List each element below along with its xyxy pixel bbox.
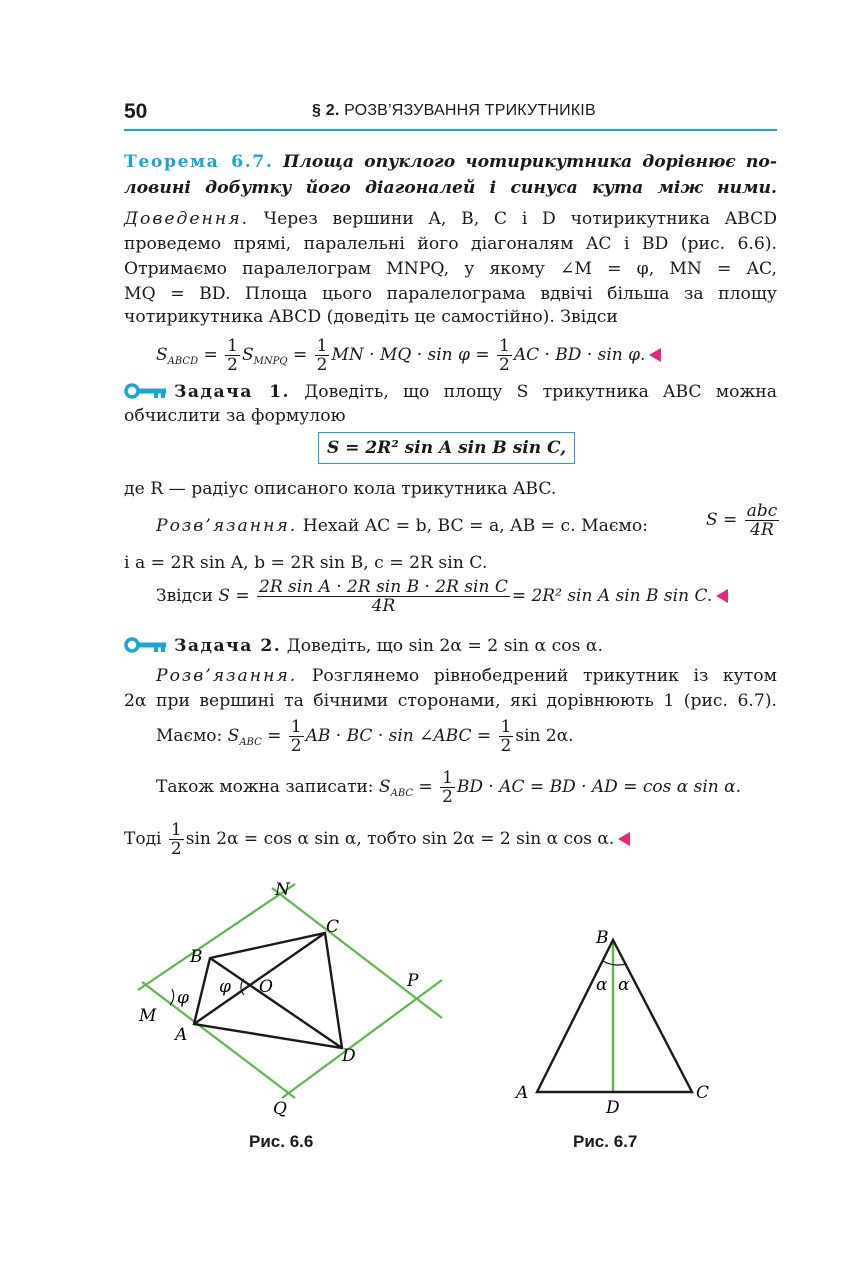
task1-line-1: [124, 380, 777, 404]
proof-line-1: [124, 207, 777, 231]
theorem-line-2: [124, 176, 777, 200]
label-q: Q: [273, 1099, 287, 1119]
label-b: B: [596, 928, 609, 948]
end-of-proof-triangle-icon: [618, 832, 630, 846]
figure-6-7: [510, 925, 720, 1120]
task2-solution-line-2: 2α при вершині та бічними сторонами, які дорівнюють 1 (рис. 6.7).: [124, 691, 777, 711]
label-c: C: [326, 917, 340, 937]
label-a: A: [175, 1025, 188, 1045]
task1-solution-label: Розв’язання.: [156, 516, 298, 536]
formula-eq: =: [203, 345, 218, 365]
label-c: C: [696, 1083, 710, 1103]
label-p: P: [407, 971, 419, 991]
section-title: [312, 102, 596, 120]
task1-abc-fraction: S = $\frac{\text{abc}}{4R}$: [706, 501, 778, 540]
key-icon: [124, 637, 168, 653]
fraction-half: $\frac{1}{2}$: [227, 336, 238, 375]
formula-s-sub: ABCD: [167, 356, 199, 367]
fraction-half-3: $\frac{1}{2}$: [498, 336, 510, 375]
task2-solution-label: Розв’язання.: [156, 666, 298, 686]
task2-sol-text-1: Розглянемо рівнобедрений трикутник із кутом: [311, 666, 777, 686]
theorem-text-1: Площа опуклого чотирикутника дорівнює по-: [283, 152, 777, 172]
formula-s2: S: [241, 345, 254, 365]
label-o: O: [259, 977, 273, 997]
formula-s2-sub: MNPQ: [253, 356, 288, 367]
label-phi-o: φ: [219, 977, 231, 997]
task2-label: Задача 2.: [174, 636, 282, 656]
task1-line-3: де R — радіус описаного кола трикутника ABC.: [124, 479, 557, 499]
label-d: D: [606, 1098, 620, 1118]
label-b: B: [190, 947, 203, 967]
label-d: D: [342, 1046, 356, 1066]
theorem-line-1: [124, 150, 777, 174]
triangle-abc: [537, 940, 692, 1092]
label-alpha-2: α: [618, 975, 630, 995]
task2-then-formula: Тоді $\frac{1}{2}$ sin 2α = cos α sin α, тобто sin 2α = 2 sin α cos α.: [124, 821, 630, 858]
label-m: M: [139, 1006, 157, 1026]
key-icon: [124, 383, 168, 399]
figure-6-7-caption: Рис. 6.7: [573, 1132, 638, 1151]
proof-formula: [156, 337, 661, 374]
task2-have-formula: Маємо: $S_{ABC}$ = $\frac{1}{2}$ AB · BC · sin ∠ABC = $\frac{1}{2}$ sin 2α.: [156, 717, 574, 756]
section-title-text: РОЗВ’ЯЗУВАННЯ ТРИКУТНИКІВ: [344, 102, 596, 119]
figure-6-6-caption: Рис. 6.6: [249, 1132, 314, 1151]
proof-line-3: Отримаємо паралелограм MNPQ, у якому ∠M = φ, MN = AC,: [124, 259, 777, 279]
proof-line-2: проведемо прямі, паралельні його діагоналям AC і BD (рис. 6.6).: [124, 234, 777, 254]
end-of-proof-triangle-icon: [649, 348, 661, 362]
proof-label: Доведення.: [124, 209, 250, 229]
task2-line-1: [124, 634, 777, 658]
label-phi-m: φ: [177, 988, 189, 1008]
task1-boxed-formula: [318, 432, 575, 464]
proof-line-4: MQ = BD. Площа цього паралелограма вдвічі більша за площу: [124, 284, 777, 304]
proof-line-5: чотирикутника ABCD (доведіть це самостійно). Звідси: [124, 307, 618, 327]
task1-solution-line-1: [156, 514, 777, 538]
boxed-formula-text: S = 2R² sin A sin B sin C,: [327, 438, 567, 458]
theorem-label: Теорема 6.7.: [124, 152, 274, 172]
section-mark: § 2.: [312, 102, 340, 119]
label-alpha-1: α: [596, 975, 608, 995]
task1-label: Задача 1.: [174, 382, 291, 402]
task1-sol-text-1: Нехай AC = b, BC = a, AB = c. Маємо:: [302, 516, 649, 536]
page-number: 50: [124, 100, 148, 123]
task1-then-formula: Звідси S = $\frac{\text{2R sin A · 2R sin B · 2R sin C}}{4R}$ = 2R² sin A sin B sin C.: [156, 578, 728, 615]
label-a: A: [516, 1083, 529, 1103]
formula-eq-2: =: [292, 345, 308, 365]
proof-text-1: Через вершини A, B, C і D чотирикутника ABCD: [263, 209, 778, 229]
formula-end: AC · BD · sin φ.: [513, 345, 646, 365]
figure-6-6: [120, 870, 460, 1130]
formula-s: S: [156, 345, 168, 365]
task2-also-formula: Також можна записати: $S_{ABC}$ = $\frac{1}{2}$ BD · AC = BD · AD = cos α sin α.: [156, 768, 742, 807]
fraction-half-2: $\frac{1}{2}$: [316, 336, 328, 375]
task2-solution-line-1: [156, 664, 777, 688]
theorem-text-2: ловині добутку його діагоналей і синуса кута між ними.: [124, 178, 777, 198]
formula-mid: MN · MQ · sin φ =: [331, 345, 490, 365]
header-divider: [124, 129, 777, 131]
task1-solution-line-2: і a = 2R sin A, b = 2R sin B, c = 2R sin C.: [124, 553, 488, 573]
label-n: N: [275, 880, 290, 900]
task2-text-1: Доведіть, що sin 2α = 2 sin α cos α.: [286, 636, 603, 656]
end-of-proof-triangle-icon: [716, 589, 728, 603]
task1-text-1: Доведіть, що площу S трикутника ABC можна: [304, 382, 777, 402]
task1-line-2: обчислити за формулою: [124, 406, 346, 426]
